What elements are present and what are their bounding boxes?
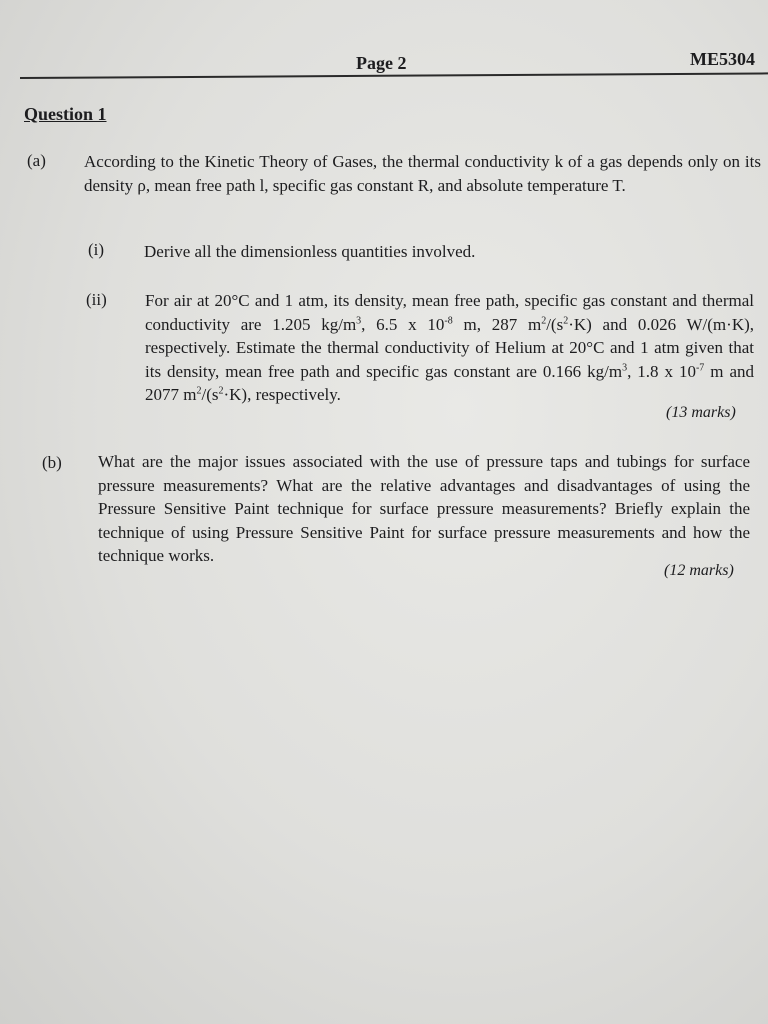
part-a-i-text: Derive all the dimensionless quantities involved. [144, 242, 476, 261]
part-a-text: According to the Kinetic Theory of Gases, the thermal conductivity k of a gas depends only on its density ρ, mean free path l, specific gas constant R, and absolute temperature T. [84, 152, 761, 195]
page-number: Page 2 [356, 53, 407, 73]
part-a-ii-text: For air at 20°C and 1 atm, its density, mean free path, specific gas constant and thermal conductivity are 1.205 $kg/m^3$, 6.5 x $10^{-8}$ m, 287 $m^2/(s^2\cdot K)$ and 0.026 W/(m·K), respectively. Estimate the thermal conductivity of Helium at 20°C and 1 atm given that its density, mean free path and specific gas constant are 0.166 $kg/m^3$, 1.8 x $10^{-7}$ m and 2077 $m^2/(s^2\cdot K)$, respectively. [145, 291, 755, 404]
part-a-marks: (13 marks) [666, 404, 736, 421]
part-a-label: (a) [27, 151, 46, 170]
part-b-marks: (12 marks) [664, 562, 734, 579]
question-title: Question 1 [24, 104, 107, 124]
part-a-i-label: (i) [88, 240, 105, 259]
part-b-label: (b) [42, 453, 62, 472]
course-code: ME5304 [690, 49, 755, 69]
part-a-ii-label: (ii) [86, 290, 107, 309]
part-b-text: What are the major issues associated with the use of pressure taps and tubings for surface pressure measurements? What are the relative advantages and disadvantages of using the Pressure Sensitive Paint technique for surface pressure measurements? Briefly explain the technique of using Pressure Sensitive Paint for surface pressure measurements and how the technique works. [98, 452, 750, 565]
